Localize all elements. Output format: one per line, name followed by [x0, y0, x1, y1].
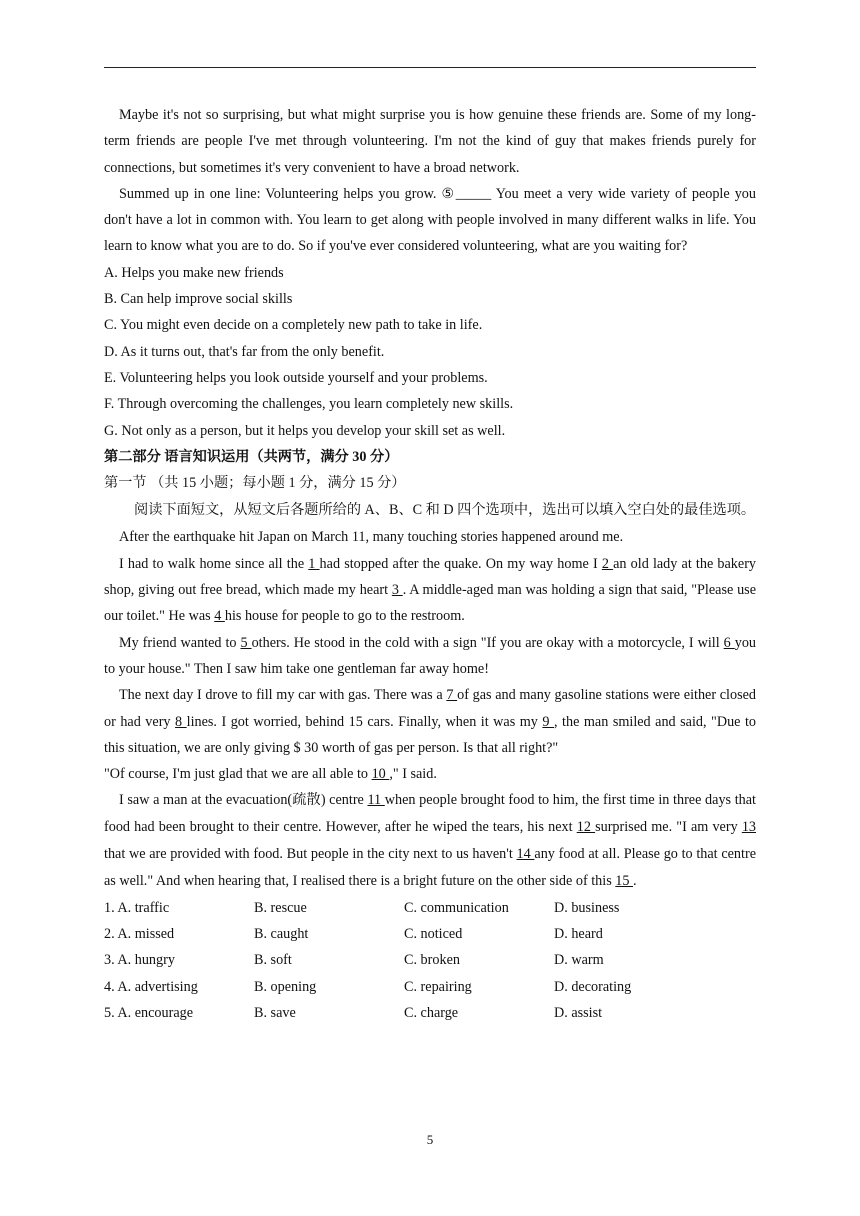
option-row-1 [104, 895, 756, 921]
blank-2: 2 [601, 555, 614, 572]
blank-6: 6 [723, 634, 735, 651]
option-a: 1. A. traffic [104, 899, 170, 916]
blank-5: 5 [240, 634, 252, 651]
section-one-heading: 第一节 （共 15 小题；每小题 1 分，满分 15 分） [104, 475, 406, 492]
option-a: 3. A. hungry [104, 952, 175, 969]
text: of gas and many gasoline stations were either closed or had very [104, 687, 756, 730]
page-content [104, 102, 756, 1026]
options-table [104, 895, 756, 1026]
text: an old lady at the bakery shop, giving out free bread, which made my heart [104, 555, 757, 599]
option-a: 2. A. missed [104, 925, 175, 942]
cloze-paragraph-3 [104, 630, 756, 683]
option-a: 5. A. encourage [104, 1004, 194, 1021]
text: ," I said. [389, 766, 437, 783]
choice-c: C. You might even decide on a completely new path to take in life. [104, 317, 483, 334]
cloze-paragraph-1: After the earthquake hit Japan on March 11, many touching stories happened around me. [119, 529, 624, 546]
blank-1: 1 [308, 555, 320, 572]
option-d: D. warm [554, 952, 604, 969]
blank-15: 15 [615, 872, 634, 889]
option-row-4 [104, 974, 756, 1000]
choice-g: G. Not only as a person, but it helps you develop your skill set as well. [104, 422, 506, 439]
text: . [633, 872, 637, 889]
paragraph-summary: Summed up in one line: Volunteering helps you grow. ⑤_____ You meet a very wide variety of people you don't have a lot in common with. You learn to get along with people involved in many different walks in life. You learn to know what you are to do. So if you've ever considered volunteering, what are you waiting for? [104, 185, 756, 255]
option-d: D. heard [554, 925, 603, 942]
blank-4: 4 [214, 608, 225, 625]
option-b: B. save [254, 1004, 296, 1021]
text: his house for people to go to the restroom. [224, 608, 465, 625]
option-b: B. soft [254, 952, 292, 969]
text: any food at all. Please go to that centre as well." And when hearing that, I realised there is a bright future on the other side of this [104, 846, 756, 889]
blank-14: 14 [516, 846, 535, 863]
blank-9: 9 [542, 713, 554, 730]
option-c: C. broken [404, 952, 460, 969]
choice-b: B. Can help improve social skills [104, 291, 293, 308]
option-c: C. noticed [404, 925, 463, 942]
cloze-paragraph-4 [104, 682, 756, 761]
text: I had to walk home since all the [119, 555, 309, 572]
text: others. He stood in the cold with a sign "If you are okay with a motorcycle, I will [251, 634, 724, 651]
header-rule [104, 67, 756, 68]
page-number: 5 [426, 1132, 434, 1147]
option-b: B. rescue [254, 899, 307, 916]
option-c: C. charge [404, 1004, 459, 1021]
text: "Of course, I'm just glad that we are all able to [104, 766, 372, 783]
option-row-2 [104, 921, 756, 947]
text: surprised me. "I am very [595, 819, 742, 836]
option-row-5 [104, 1000, 756, 1026]
blank-7: 7 [446, 687, 458, 704]
text: when people brought food to him, the first time in three days that food had been brought to their centre. However, after he wiped the tears, his next [104, 792, 756, 836]
text: lines. I got worried, behind 15 cars. Finally, when it was my [186, 713, 543, 730]
instruction: 阅读下面短文，从短文后各题所给的 A、B、C 和 D 四个选项中，选出可以填入空白处的最佳选项。 [134, 502, 756, 519]
text: The next day I drove to fill my car with gas. There was a [119, 687, 447, 704]
blank-12: 12 [576, 819, 596, 836]
option-d: D. decorating [554, 978, 632, 995]
text: had stopped after the quake. On my way home I [319, 555, 602, 572]
seven-five-choices [104, 260, 756, 444]
text: that we are provided with food. But people in the city next to us haven't [104, 846, 517, 863]
option-c: C. communication [404, 899, 509, 916]
option-b: B. caught [254, 925, 309, 942]
text: My friend wanted to [119, 634, 241, 651]
option-c: C. repairing [404, 978, 472, 995]
blank-11: 11 [367, 792, 385, 809]
choice-f: F. Through overcoming the challenges, you learn completely new skills. [104, 396, 514, 413]
choice-e: E. Volunteering helps you look outside yourself and your problems. [104, 369, 488, 386]
option-a: 4. A. advertising [104, 978, 198, 995]
paragraph-friends: Maybe it's not so surprising, but what might surprise you is how genuine these friends are. Some of my long-term friends are people I've met through volunteering. I'm not the kind of guy that makes friends purely for connections, but sometimes it's very convenient to have a broad network. [104, 107, 756, 176]
option-d: D. business [554, 899, 620, 916]
option-d: D. assist [554, 1004, 603, 1021]
choice-a: A. Helps you make new friends [104, 264, 284, 281]
cloze-paragraph-6 [104, 787, 756, 894]
blank-8: 8 [175, 713, 187, 730]
text: I saw a man at the evacuation(疏散) centre [119, 792, 368, 809]
cloze-paragraph-2 [104, 551, 756, 630]
part-two-heading: 第二部分 语言知识运用（共两节，满分 30 分） [104, 448, 399, 465]
option-row-3 [104, 947, 756, 973]
text: . A middle-aged man was holding a sign that said, "Please use our toilet." He was [104, 582, 756, 625]
blank-3: 3 [391, 582, 403, 599]
cloze-paragraph-5 [104, 761, 756, 787]
choice-d: D. As it turns out, that's far from the only benefit. [104, 343, 385, 360]
blank-10: 10 [371, 766, 390, 783]
text: , the man smiled and said, "Due to this situation, we are only giving $ 30 worth of gas per person. Is that all right?" [104, 713, 757, 756]
text: you to your house." Then I saw him take one gentleman far away home! [104, 634, 757, 677]
option-b: B. opening [254, 978, 317, 995]
blank-13: 13 [741, 819, 757, 836]
